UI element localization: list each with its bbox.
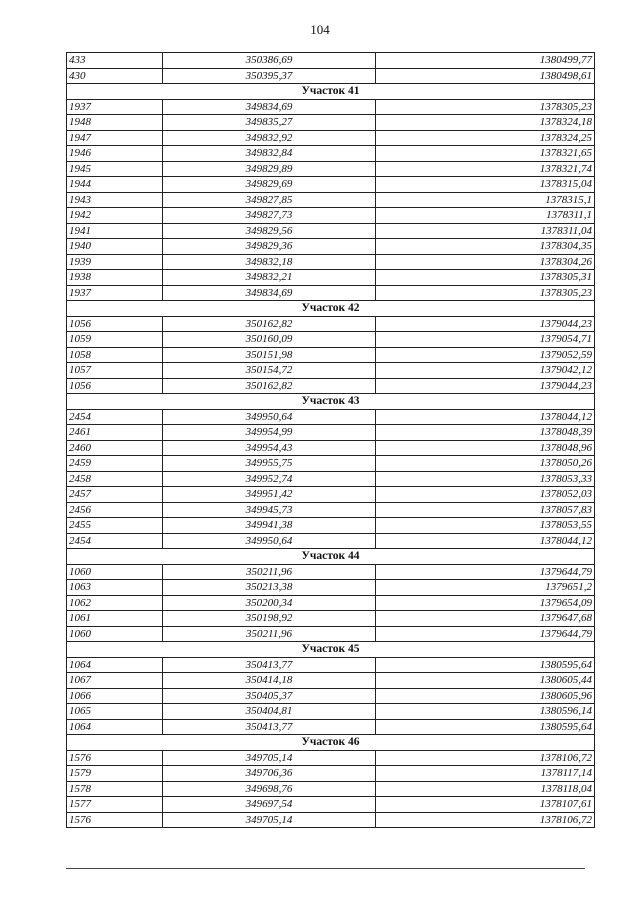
y-coordinate-cell: 1379044,23: [376, 378, 595, 394]
x-coordinate-cell: 349941,38: [163, 518, 376, 534]
y-coordinate-cell: 1378311,04: [376, 223, 595, 239]
table-row: [67, 564, 595, 580]
table-row: [67, 704, 595, 720]
table-row: [67, 533, 595, 549]
x-coordinate-cell: 349952,74: [163, 471, 376, 487]
x-coordinate-cell: 349706,36: [163, 766, 376, 782]
x-coordinate-cell: 349954,43: [163, 440, 376, 456]
y-coordinate-cell: 1379054,71: [376, 332, 595, 348]
table-row: [67, 673, 595, 689]
point-number-cell: 1057: [67, 363, 163, 379]
x-coordinate-cell: 349705,14: [163, 812, 376, 828]
point-number-cell: 2454: [67, 533, 163, 549]
y-coordinate-cell: 1378106,72: [376, 812, 595, 828]
section-header-row: [67, 84, 595, 100]
point-number-cell: 1945: [67, 161, 163, 177]
x-coordinate-cell: 350211,96: [163, 564, 376, 580]
coordinates-table-body: [67, 53, 595, 828]
x-coordinate-cell: 349945,73: [163, 502, 376, 518]
table-row: [67, 456, 595, 472]
y-coordinate-cell: 1378321,65: [376, 146, 595, 162]
y-coordinate-cell: 1378053,55: [376, 518, 595, 534]
point-number-cell: 1937: [67, 99, 163, 115]
point-number-cell: 433: [67, 53, 163, 69]
y-coordinate-cell: 1378311,1: [376, 208, 595, 224]
table-row: [67, 161, 595, 177]
table-row: [67, 223, 595, 239]
x-coordinate-cell: 350395,37: [163, 68, 376, 84]
y-coordinate-cell: 1379644,79: [376, 626, 595, 642]
y-coordinate-cell: 1380595,64: [376, 657, 595, 673]
section-title: Участок 41: [67, 84, 595, 100]
point-number-cell: 1941: [67, 223, 163, 239]
table-row: [67, 130, 595, 146]
point-number-cell: 1943: [67, 192, 163, 208]
y-coordinate-cell: 1378304,35: [376, 239, 595, 255]
x-coordinate-cell: 349832,92: [163, 130, 376, 146]
point-number-cell: 1064: [67, 719, 163, 735]
table-row: [67, 146, 595, 162]
x-coordinate-cell: 349832,21: [163, 270, 376, 286]
table-row: [67, 518, 595, 534]
x-coordinate-cell: 350160,09: [163, 332, 376, 348]
point-number-cell: 1056: [67, 378, 163, 394]
y-coordinate-cell: 1378050,26: [376, 456, 595, 472]
y-coordinate-cell: 1379654,09: [376, 595, 595, 611]
point-number-cell: 1940: [67, 239, 163, 255]
y-coordinate-cell: 1378107,61: [376, 797, 595, 813]
section-title: Участок 42: [67, 301, 595, 317]
table-row: [67, 208, 595, 224]
x-coordinate-cell: 350154,72: [163, 363, 376, 379]
table-row: [67, 688, 595, 704]
x-coordinate-cell: 349834,69: [163, 99, 376, 115]
x-coordinate-cell: 349829,89: [163, 161, 376, 177]
point-number-cell: 430: [67, 68, 163, 84]
point-number-cell: 2455: [67, 518, 163, 534]
table-row: [67, 611, 595, 627]
x-coordinate-cell: 349951,42: [163, 487, 376, 503]
y-coordinate-cell: 1378321,74: [376, 161, 595, 177]
y-coordinate-cell: 1378315,04: [376, 177, 595, 193]
x-coordinate-cell: 350151,98: [163, 347, 376, 363]
table-row: [67, 363, 595, 379]
table-row: [67, 332, 595, 348]
y-coordinate-cell: 1379647,68: [376, 611, 595, 627]
table-row: [67, 595, 595, 611]
section-header-row: [67, 642, 595, 658]
x-coordinate-cell: 349829,56: [163, 223, 376, 239]
table-row: [67, 378, 595, 394]
table-row: [67, 177, 595, 193]
x-coordinate-cell: 350404,81: [163, 704, 376, 720]
point-number-cell: 1577: [67, 797, 163, 813]
y-coordinate-cell: 1378117,14: [376, 766, 595, 782]
y-coordinate-cell: 1378053,33: [376, 471, 595, 487]
x-coordinate-cell: 350200,34: [163, 595, 376, 611]
y-coordinate-cell: 1378052,03: [376, 487, 595, 503]
table-row: [67, 115, 595, 131]
y-coordinate-cell: 1378305,31: [376, 270, 595, 286]
table-row: [67, 425, 595, 441]
x-coordinate-cell: 350405,37: [163, 688, 376, 704]
point-number-cell: 1942: [67, 208, 163, 224]
y-coordinate-cell: 1379651,2: [376, 580, 595, 596]
point-number-cell: 1064: [67, 657, 163, 673]
point-number-cell: 1576: [67, 750, 163, 766]
x-coordinate-cell: 349697,54: [163, 797, 376, 813]
table-row: [67, 657, 595, 673]
table-row: [67, 487, 595, 503]
table-row: [67, 719, 595, 735]
table-row: [67, 750, 595, 766]
x-coordinate-cell: 350198,92: [163, 611, 376, 627]
section-header-row: [67, 301, 595, 317]
x-coordinate-cell: 350211,96: [163, 626, 376, 642]
x-coordinate-cell: 349827,85: [163, 192, 376, 208]
bottom-divider: [66, 868, 585, 869]
point-number-cell: 1061: [67, 611, 163, 627]
point-number-cell: 1060: [67, 626, 163, 642]
section-title: Участок 46: [67, 735, 595, 751]
point-number-cell: 2456: [67, 502, 163, 518]
point-number-cell: 1067: [67, 673, 163, 689]
table-row: [67, 502, 595, 518]
point-number-cell: 2457: [67, 487, 163, 503]
point-number-cell: 1579: [67, 766, 163, 782]
y-coordinate-cell: 1378044,12: [376, 409, 595, 425]
section-title: Участок 44: [67, 549, 595, 565]
x-coordinate-cell: 349950,64: [163, 533, 376, 549]
point-number-cell: 1937: [67, 285, 163, 301]
y-coordinate-cell: 1379644,79: [376, 564, 595, 580]
y-coordinate-cell: 1380596,14: [376, 704, 595, 720]
y-coordinate-cell: 1379052,59: [376, 347, 595, 363]
point-number-cell: 1056: [67, 316, 163, 332]
point-number-cell: 1059: [67, 332, 163, 348]
point-number-cell: 1065: [67, 704, 163, 720]
point-number-cell: 1938: [67, 270, 163, 286]
point-number-cell: 2459: [67, 456, 163, 472]
x-coordinate-cell: 349834,69: [163, 285, 376, 301]
table-row: [67, 781, 595, 797]
x-coordinate-cell: 350413,77: [163, 657, 376, 673]
point-number-cell: 2460: [67, 440, 163, 456]
x-coordinate-cell: 349832,18: [163, 254, 376, 270]
y-coordinate-cell: 1380605,44: [376, 673, 595, 689]
table-row: [67, 53, 595, 69]
x-coordinate-cell: 349954,99: [163, 425, 376, 441]
table-row: [67, 471, 595, 487]
y-coordinate-cell: 1380499,77: [376, 53, 595, 69]
point-number-cell: 1060: [67, 564, 163, 580]
section-header-row: [67, 735, 595, 751]
x-coordinate-cell: 349705,14: [163, 750, 376, 766]
y-coordinate-cell: 1378044,12: [376, 533, 595, 549]
coordinates-table: [66, 52, 595, 828]
y-coordinate-cell: 1378048,96: [376, 440, 595, 456]
y-coordinate-cell: 1378118,04: [376, 781, 595, 797]
table-row: [67, 68, 595, 84]
y-coordinate-cell: 1379044,23: [376, 316, 595, 332]
point-number-cell: 1947: [67, 130, 163, 146]
point-number-cell: 1939: [67, 254, 163, 270]
y-coordinate-cell: 1378304,26: [376, 254, 595, 270]
y-coordinate-cell: 1379042,12: [376, 363, 595, 379]
x-coordinate-cell: 349827,73: [163, 208, 376, 224]
table-row: [67, 316, 595, 332]
x-coordinate-cell: 350213,38: [163, 580, 376, 596]
x-coordinate-cell: 350162,82: [163, 378, 376, 394]
y-coordinate-cell: 1378057,83: [376, 502, 595, 518]
section-title: Участок 45: [67, 642, 595, 658]
x-coordinate-cell: 350413,77: [163, 719, 376, 735]
y-coordinate-cell: 1378305,23: [376, 99, 595, 115]
point-number-cell: 2458: [67, 471, 163, 487]
point-number-cell: 1062: [67, 595, 163, 611]
y-coordinate-cell: 1380498,61: [376, 68, 595, 84]
point-number-cell: 1944: [67, 177, 163, 193]
point-number-cell: 1946: [67, 146, 163, 162]
table-row: [67, 239, 595, 255]
section-header-row: [67, 394, 595, 410]
y-coordinate-cell: 1378324,18: [376, 115, 595, 131]
table-row: [67, 626, 595, 642]
y-coordinate-cell: 1378315,1: [376, 192, 595, 208]
y-coordinate-cell: 1378048,39: [376, 425, 595, 441]
x-coordinate-cell: 349829,36: [163, 239, 376, 255]
section-header-row: [67, 549, 595, 565]
x-coordinate-cell: 349835,27: [163, 115, 376, 131]
table-row: [67, 270, 595, 286]
point-number-cell: 1063: [67, 580, 163, 596]
table-row: [67, 409, 595, 425]
point-number-cell: 2454: [67, 409, 163, 425]
y-coordinate-cell: 1378106,72: [376, 750, 595, 766]
page-number: 104: [310, 22, 330, 37]
y-coordinate-cell: 1378305,23: [376, 285, 595, 301]
x-coordinate-cell: 349955,75: [163, 456, 376, 472]
x-coordinate-cell: 349950,64: [163, 409, 376, 425]
table-row: [67, 766, 595, 782]
point-number-cell: 1948: [67, 115, 163, 131]
point-number-cell: 1576: [67, 812, 163, 828]
point-number-cell: 1058: [67, 347, 163, 363]
x-coordinate-cell: 349698,76: [163, 781, 376, 797]
x-coordinate-cell: 349829,69: [163, 177, 376, 193]
table-row: [67, 812, 595, 828]
y-coordinate-cell: 1380595,64: [376, 719, 595, 735]
y-coordinate-cell: 1380605,96: [376, 688, 595, 704]
table-row: [67, 192, 595, 208]
x-coordinate-cell: 350414,18: [163, 673, 376, 689]
table-row: [67, 99, 595, 115]
table-row: [67, 580, 595, 596]
section-title: Участок 43: [67, 394, 595, 410]
table-row: [67, 285, 595, 301]
y-coordinate-cell: 1378324,25: [376, 130, 595, 146]
x-coordinate-cell: 350386,69: [163, 53, 376, 69]
point-number-cell: 2461: [67, 425, 163, 441]
table-row: [67, 347, 595, 363]
table-row: [67, 797, 595, 813]
x-coordinate-cell: 349832,84: [163, 146, 376, 162]
point-number-cell: 1066: [67, 688, 163, 704]
table-row: [67, 440, 595, 456]
point-number-cell: 1578: [67, 781, 163, 797]
table-row: [67, 254, 595, 270]
x-coordinate-cell: 350162,82: [163, 316, 376, 332]
